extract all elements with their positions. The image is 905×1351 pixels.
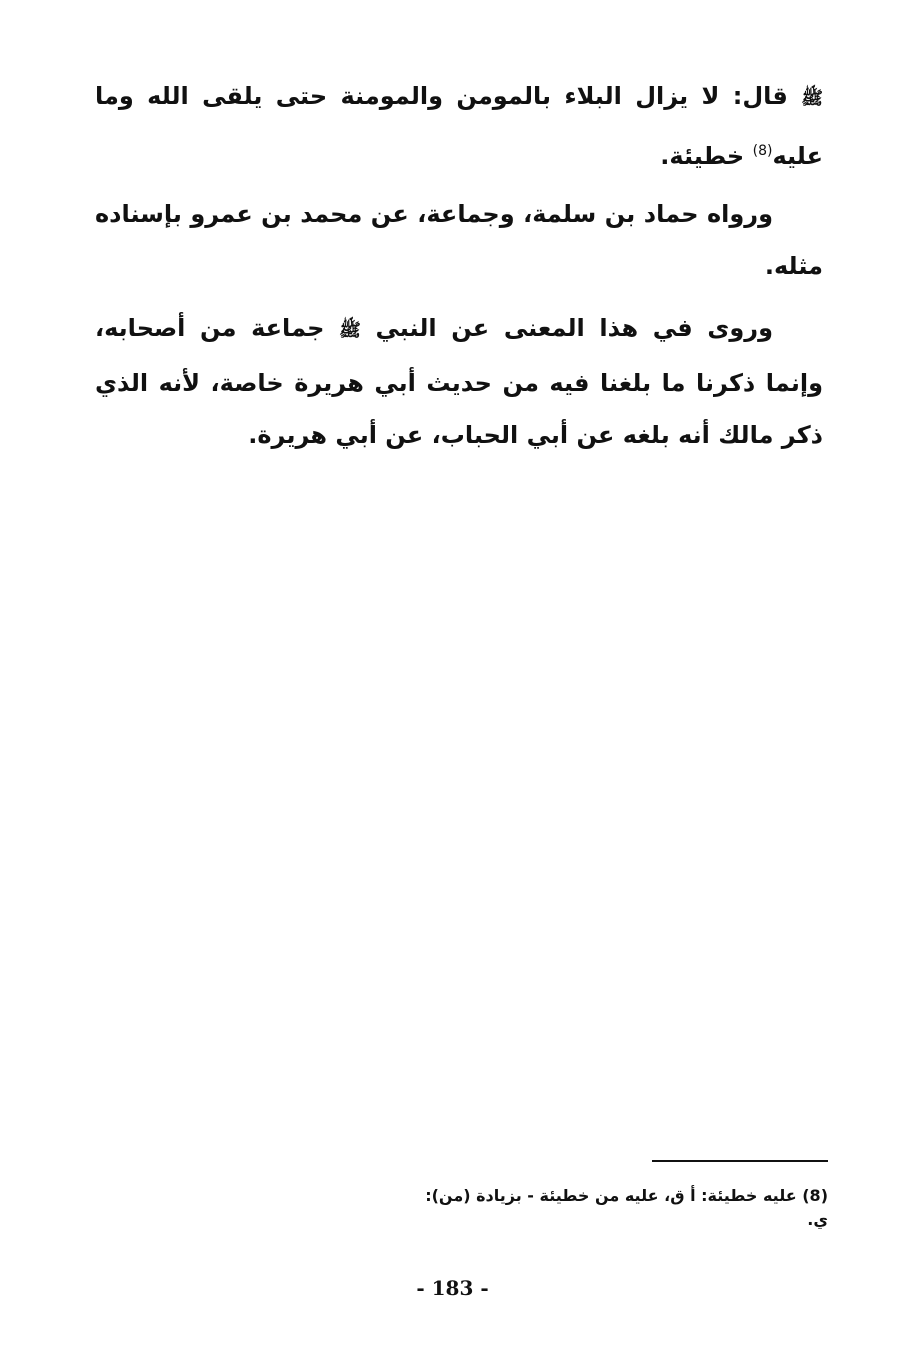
- page-number: - 183 -: [416, 1276, 489, 1300]
- footnote-text: (8) عليه خطيئة: أ ق، عليه من خطيئة - بزيادة (من): ي.: [425, 1186, 828, 1229]
- honorific-icon: ﷺ: [801, 88, 823, 109]
- paragraph-1-end: خطيئة.: [660, 142, 745, 170]
- paragraph-2: ورواه حماد بن سلمة، وجماعة، عن محمد بن عمرو بإسناده مثله.: [95, 200, 823, 280]
- paragraph-3: [95, 302, 823, 461]
- paragraph-1-main: قال: لا يزال البلاء بالمومن والمومنة حتى يلقى الله وما عليه: [95, 82, 823, 170]
- paragraph-3-before: وروى في هذا المعنى عن النبي: [375, 314, 773, 342]
- paragraph-1: [95, 70, 823, 182]
- footnote-divider: [652, 1160, 828, 1162]
- honorific-icon: ﷺ: [339, 320, 361, 341]
- paragraph-3-after: جماعة من أصحابه، وإنما ذكرنا ما بلغنا فيه من حديث أبي هريرة خاصة، لأنه الذي ذكر مالك أنه بلغه عن أبي الحباب، عن أبي هريرة.: [95, 314, 823, 449]
- footnote-ref: (8): [752, 143, 773, 159]
- main-text: [95, 70, 823, 461]
